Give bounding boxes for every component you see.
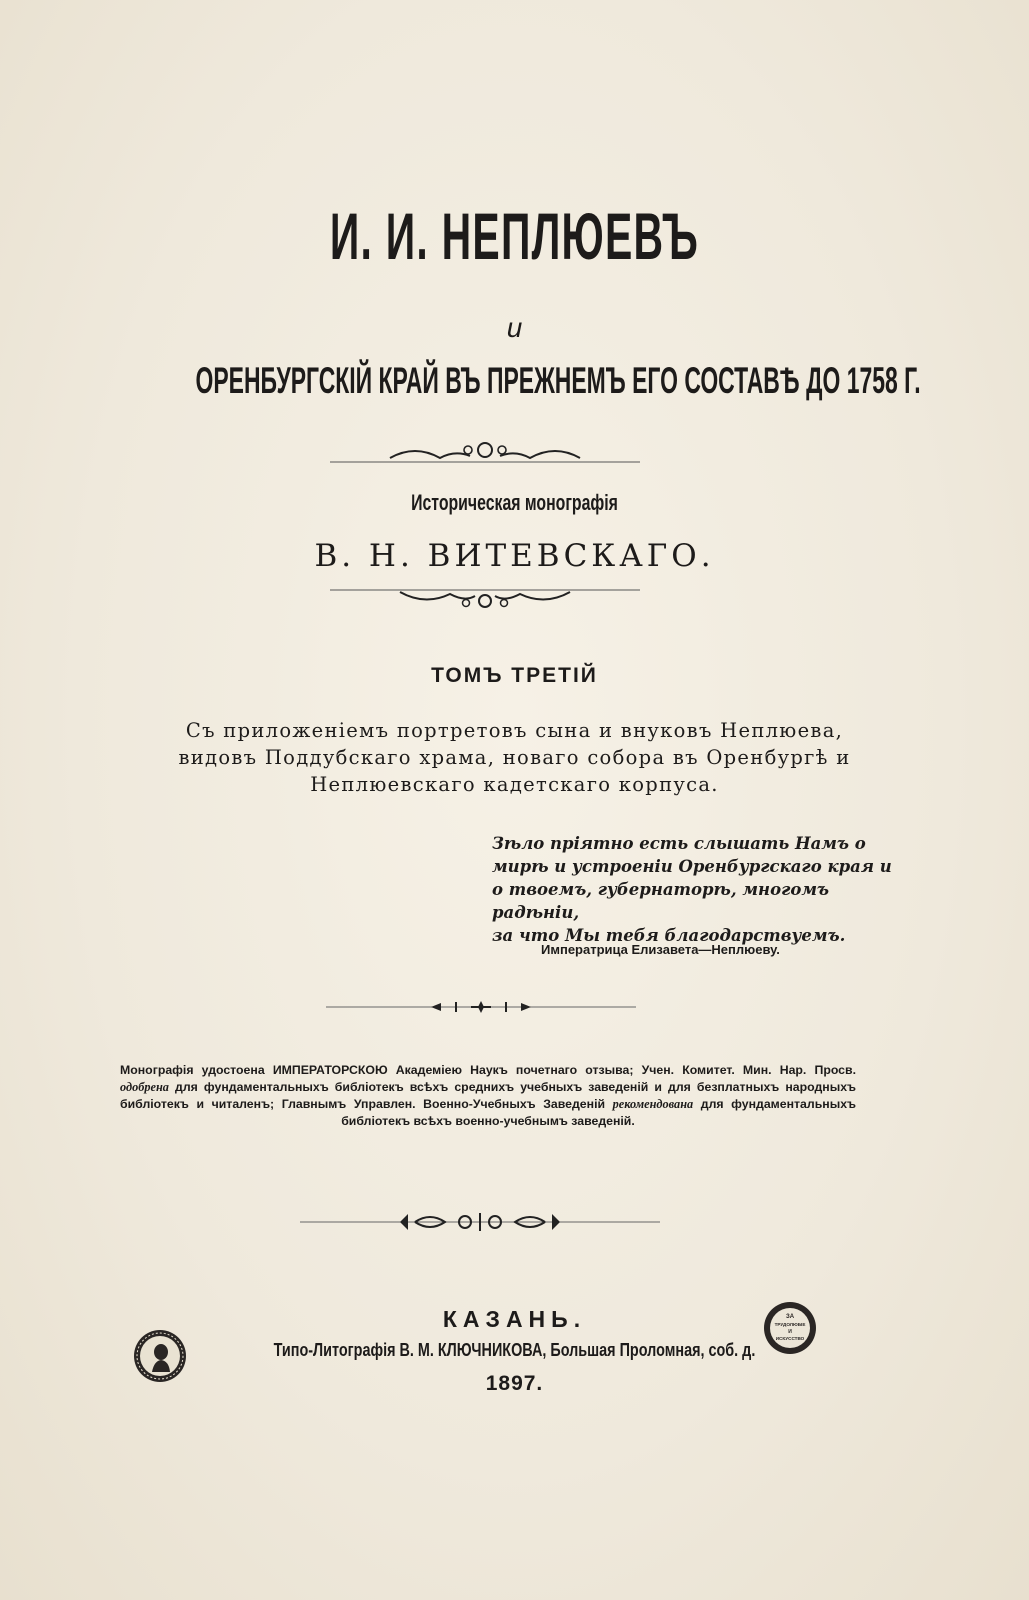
volume-label: ТОМЪ ТРЕТIЙ: [431, 664, 598, 687]
book-title: И. И. НЕПЛЮЕВЪ: [329, 199, 700, 273]
imprint-printer: Типо-Литографiя В. М. КЛЮЧНИКОВА, Большая Проломная, соб. д.: [273, 1340, 756, 1360]
ornament-divider-middle: [330, 584, 640, 614]
appendix-note: [0, 717, 1029, 798]
quote-line: за что Мы тебя благодарствуемъ.: [492, 926, 846, 945]
medal-award-icon: [762, 1300, 818, 1356]
medal-text: И: [788, 1329, 792, 1335]
epigraph-quote: [492, 832, 892, 947]
medal-text: ИСКУССТВО: [775, 1336, 805, 1341]
ornament-divider-bottom: [300, 1210, 660, 1234]
medal-portrait-icon: [132, 1328, 188, 1384]
book-subtitle: ОРЕНБУРГСКIЙ КРАЙ ВЪ ПРЕЖНЕМЪ ЕГО СОСТАВѢ ДО 1758 Г.: [195, 360, 921, 401]
note-text: для фундаментальныхъ библiотекъ всѣхъ военно-учебнымъ заведенiй.: [341, 1097, 856, 1128]
title-conjunction: и: [506, 312, 523, 343]
note-text: ИМПЕРАТОРСКОЮ: [272, 1063, 388, 1077]
quote-line: мирѣ и устроенiи Оренбургскаго края и: [492, 857, 892, 876]
ornament-divider-top: [330, 438, 640, 468]
appendix-line: Неплюевскаго кадетскаго корпуса.: [310, 773, 719, 796]
note-text: Монографiя удостоена: [120, 1063, 273, 1077]
note-text: для фундаментальныхъ библiотекъ всѣхъ среднихъ учебныхъ заведенiй и для безплатныхъ народныхъ библiотекъ и читаленъ; Главнымъ Управлен. Военно-Учебныхъ Заведенiй: [120, 1080, 856, 1111]
medal-text: ЗА: [785, 1314, 795, 1320]
appendix-line: видовъ Поддубскаго храма, новаго собора въ Оренбургѣ и: [178, 746, 851, 769]
note-text: Академiею Наукъ почетнаго отзыва; Учен. Комитет. Мин. Нар. Просв.: [387, 1063, 856, 1077]
quote-line: Зѣло прiятно есть слышать Намъ о: [492, 834, 866, 853]
epigraph-attribution: Императрица Елизавета—Неплюеву.: [541, 942, 780, 957]
appendix-line: Съ приложенiемъ портретовъ сына и внуковъ Неплюева,: [185, 719, 844, 742]
note-emphasis: одобрена: [120, 1080, 169, 1094]
awards-note: [120, 1062, 856, 1130]
imprint-city: КАЗАНЬ.: [442, 1306, 587, 1332]
author-name: В. Н. ВИТЕВСКАГО.: [314, 538, 715, 574]
note-emphasis: рекомендована: [612, 1097, 694, 1111]
quote-line: о твоемъ, губернаторѣ, многомъ радѣнiи,: [492, 880, 830, 922]
ornament-divider-small: [326, 1000, 636, 1014]
imprint-year: 1897.: [485, 1372, 544, 1395]
genre-line: Историческая монографiя: [411, 490, 618, 515]
medal-text: ТРУДОЛЮБIЕ: [774, 1322, 806, 1327]
